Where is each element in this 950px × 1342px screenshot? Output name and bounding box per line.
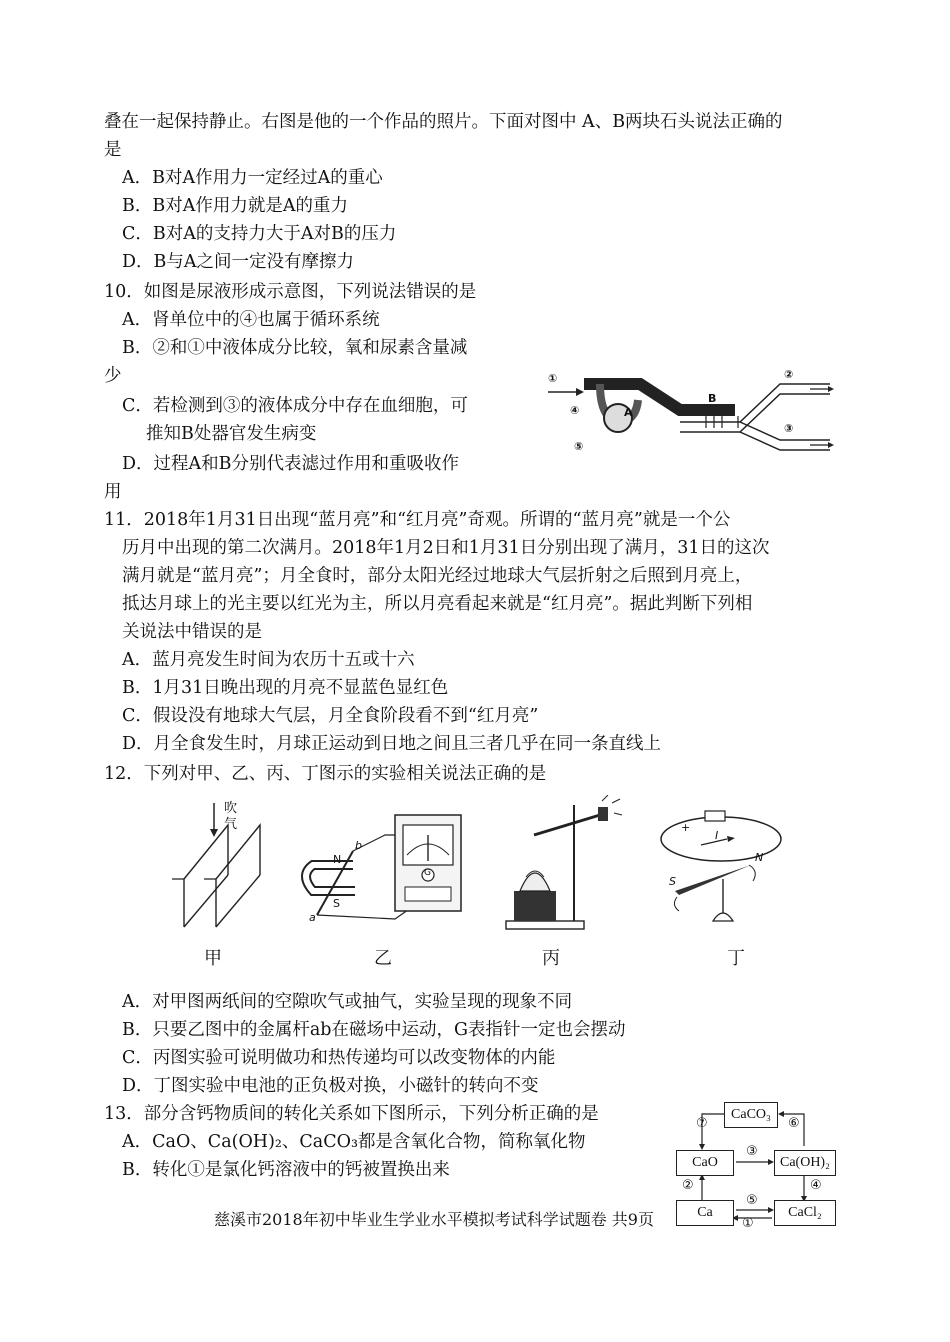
blow-label-2: 气	[224, 817, 238, 832]
box-cacl2: CaCl₂	[774, 1200, 836, 1226]
arrow-label-5: ⑤	[746, 1193, 758, 1208]
q13-option-b: B．转化①是氯化钙溶液中的钙被置换出来	[122, 1160, 450, 1180]
q12-stem: 12．下列对甲、乙、丙、丁图示的实验相关说法正确的是	[104, 764, 547, 784]
figure-jia	[170, 795, 280, 935]
box-caoh2: Ca(OH)₂	[774, 1150, 836, 1176]
q9-option-a: A．B对A作用力一定经过A的重心	[122, 168, 383, 188]
q10-option-b-cont: 少	[104, 366, 122, 386]
q12-option-d: D．丁图实验中电池的正负极对换，小磁针的转向不变	[122, 1076, 539, 1096]
box-caco3: CaCO₃	[724, 1102, 778, 1128]
needle-s: S	[669, 875, 676, 888]
q10-stem: 10．如图是尿液形成示意图，下列说法错误的是	[104, 282, 477, 302]
caption-bing: 丙	[542, 948, 560, 969]
q12-option-b: B．只要乙图中的金属杆ab在磁场中运动，G表指针一定也会摆动	[122, 1020, 626, 1040]
q10-option-a: A．肾单位中的④也属于循环系统	[122, 310, 380, 330]
q9-option-c: C．B对A的支持力大于A对B的压力	[122, 224, 397, 244]
q10-option-d-cont: 用	[104, 482, 122, 502]
box-cao: CaO	[676, 1150, 734, 1176]
arrow-label-3: ③	[746, 1144, 758, 1159]
arrow-label-4: ④	[810, 1178, 822, 1193]
current-i: I	[715, 829, 719, 842]
page-footer: 慈溪市2018年初中毕业生学业水平模拟考试科学试题卷 共9页	[214, 1210, 654, 1229]
label-1: ①	[548, 372, 558, 385]
q9-option-b: B．B对A作用力就是A的重力	[122, 196, 348, 216]
q10-option-b: B．②和①中液体成分比较，氧和尿素含量减	[122, 338, 468, 358]
q13-stem: 13．部分含钙物质间的转化关系如下图所示，下列分析正确的是	[104, 1104, 599, 1124]
label-2: ②	[784, 368, 794, 381]
q10-option-c-cont: 推知B处器官发生病变	[146, 424, 317, 444]
magnet-n: N	[333, 853, 342, 866]
q12-option-a: A．对甲图两纸间的空隙吹气或抽气，实验呈现的现象不同	[122, 992, 573, 1012]
arrow-label-7: ⑦	[696, 1116, 708, 1131]
figure-ding	[655, 795, 785, 935]
nephron-diagram	[540, 360, 840, 470]
q9-line1: 叠在一起保持静止。右图是他的一个作品的照片。下面对图中 A、B两块石头说法正确的	[104, 112, 783, 132]
magnet-s: S	[333, 897, 340, 910]
caption-yi: 乙	[374, 948, 392, 969]
calcium-diagram	[668, 1100, 838, 1230]
label-4: ④	[570, 404, 580, 417]
rod-b: b	[355, 839, 362, 852]
q11-line1: 11．2018年1月31日出现“蓝月亮”和“红月亮”奇观。所谓的“蓝月亮”就是一个公	[104, 510, 731, 530]
caption-ding: 丁	[727, 948, 745, 969]
figure-bing	[500, 795, 630, 935]
q11-option-c: C．假设没有地球大气层，月全食阶段看不到“红月亮”	[122, 706, 539, 726]
q11-option-d: D．月全食发生时，月球正运动到日地之间且三者几乎在同一条直线上	[122, 734, 662, 754]
q10-option-c: C．若检测到③的液体成分中存在血细胞，可	[122, 396, 468, 416]
q9-line2: 是	[104, 140, 122, 160]
q11-line5: 关说法中错误的是	[122, 622, 262, 642]
needle-n: N	[755, 851, 764, 864]
rod-a: a	[309, 911, 316, 924]
q11-option-b: B．1月31日晚出现的月亮不显蓝色显红色	[122, 678, 449, 698]
caption-jia: 甲	[204, 948, 222, 969]
blow-label: 吹	[224, 801, 238, 816]
arrow-label-6: ⑥	[788, 1116, 800, 1131]
q13-option-a: A．CaO、Ca(OH)₂、CaCO₃都是含氧化合物，简称氧化物	[122, 1132, 586, 1152]
q9-option-d: D．B与A之间一定没有摩擦力	[122, 252, 355, 272]
arrow-label-2: ②	[682, 1178, 694, 1193]
label-a: A	[624, 406, 633, 419]
arrow-label-1: ①	[742, 1216, 754, 1231]
label-3: ③	[784, 422, 794, 435]
label-b: B	[708, 392, 717, 405]
figure-yi	[295, 795, 475, 935]
box-ca: Ca	[676, 1200, 734, 1226]
battery-plus: +	[681, 821, 691, 834]
label-5: ⑤	[574, 440, 584, 453]
q11-line3: 满月就是“蓝月亮”；月全食时，部分太阳光经过地球大气层折射之后照到月亮上，	[122, 566, 753, 586]
q11-line2: 历月中出现的第二次满月。2018年1月2日和1月31日分别出现了满月，31日的这次	[122, 538, 770, 558]
q10-option-d: D．过程A和B分别代表滤过作用和重吸收作	[122, 454, 460, 474]
q11-line4: 抵达月球上的光主要以红光为主，所以月亮看起来就是“红月亮”。据此判断下列相	[122, 594, 753, 614]
q12-option-c: C．丙图实验可说明做功和热传递均可以改变物体的内能	[122, 1048, 556, 1068]
galvanometer-g: G	[424, 868, 431, 878]
q11-option-a: A．蓝月亮发生时间为农历十五或十六	[122, 650, 415, 670]
